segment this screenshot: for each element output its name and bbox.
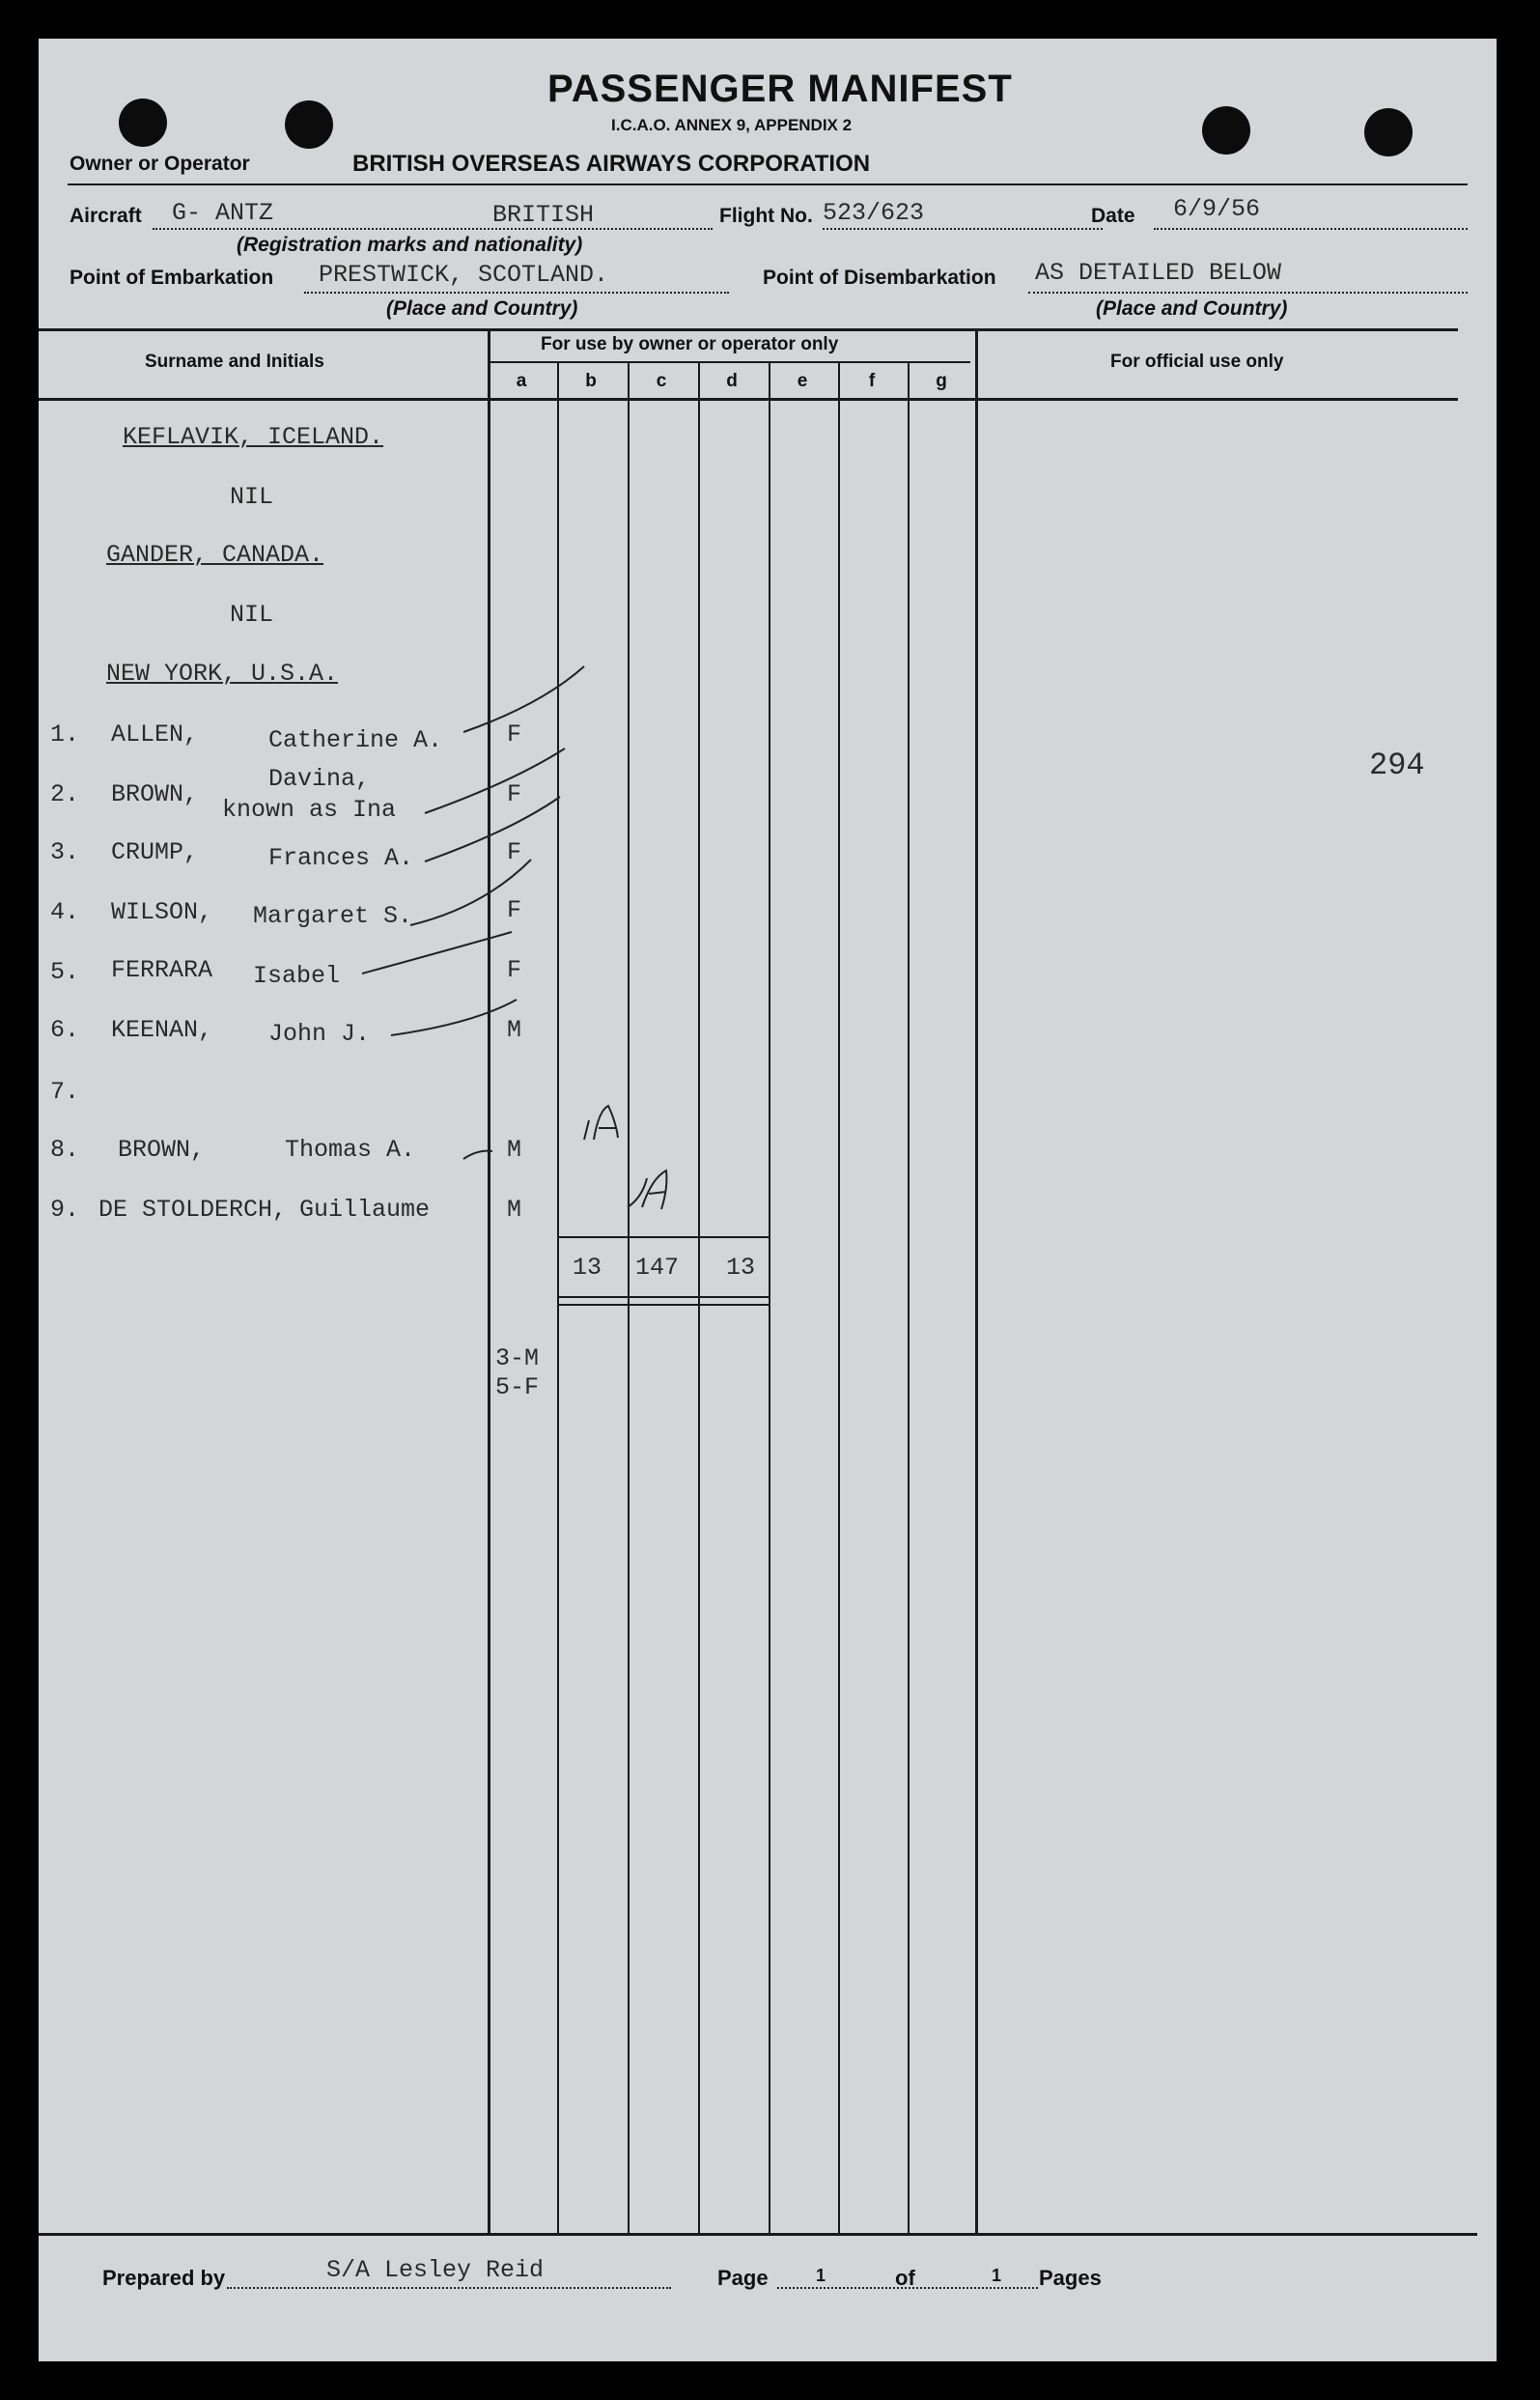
passenger-sex: M bbox=[507, 1136, 522, 1164]
summary-male: 3-M bbox=[495, 1344, 540, 1372]
passenger-sex: F bbox=[507, 720, 522, 748]
place-country-2: (Place and Country) bbox=[1096, 297, 1288, 320]
owner-label: Owner or Operator bbox=[70, 153, 250, 175]
passenger-number: 6. bbox=[50, 1016, 80, 1044]
of-label: of bbox=[895, 2266, 915, 2290]
passenger-given: Margaret S. bbox=[253, 902, 413, 930]
prepared-value: S/A Lesley Reid bbox=[326, 2256, 545, 2284]
dotted-rule bbox=[777, 2287, 1038, 2289]
pen-strokes bbox=[39, 39, 1497, 1391]
passenger-sex: M bbox=[507, 1196, 522, 1224]
passenger-number: 8. bbox=[50, 1136, 80, 1164]
embarkation-value: PRESTWICK, SCOTLAND. bbox=[319, 261, 609, 289]
aircraft-value: G- ANTZ bbox=[172, 199, 274, 227]
form-title: PASSENGER MANIFEST bbox=[547, 68, 1013, 110]
stop-place: KEFLAVIK, ICELAND. bbox=[123, 423, 384, 451]
passenger-given-2: known as Ina bbox=[222, 796, 397, 824]
total-d: 13 bbox=[726, 1254, 756, 1282]
flight-label: Flight No. bbox=[719, 205, 813, 227]
passenger-number: 2. bbox=[50, 780, 80, 808]
operator-header: For use by owner or operator only bbox=[541, 334, 839, 354]
passenger-surname: BROWN, bbox=[111, 780, 199, 808]
passenger-given: Guillaume bbox=[299, 1196, 431, 1224]
total-c: 147 bbox=[635, 1254, 680, 1282]
passenger-given: Frances A. bbox=[268, 844, 414, 872]
summary-female: 5-F bbox=[495, 1373, 540, 1401]
passenger-number: 7. bbox=[50, 1078, 80, 1106]
passenger-surname: FERRARA bbox=[111, 956, 213, 984]
page-value: 1 bbox=[816, 2266, 826, 2285]
passenger-sex: F bbox=[507, 838, 522, 866]
owner-value: BRITISH OVERSEAS AIRWAYS CORPORATION bbox=[352, 151, 871, 177]
column-header-e: e bbox=[797, 371, 808, 391]
registration-note: (Registration marks and nationality) bbox=[237, 234, 583, 256]
passenger-surname: KEENAN, bbox=[111, 1016, 213, 1044]
passenger-number: 5. bbox=[50, 958, 80, 986]
column-header-b: b bbox=[585, 371, 597, 391]
passenger-sex: M bbox=[507, 1016, 522, 1044]
passenger-surname: BROWN, bbox=[118, 1136, 206, 1164]
stop-place: NEW YORK, U.S.A. bbox=[106, 660, 339, 688]
nationality-value: BRITISH bbox=[492, 201, 595, 229]
date-value: 6/9/56 bbox=[1173, 195, 1261, 223]
passenger-surname: ALLEN, bbox=[111, 720, 199, 748]
manifest-page bbox=[39, 39, 1497, 2361]
passenger-given: Catherine A. bbox=[268, 726, 443, 754]
column-header-d: d bbox=[726, 371, 738, 391]
stop-place: GANDER, CANADA. bbox=[106, 541, 324, 569]
passenger-given: Isabel bbox=[253, 962, 341, 990]
column-header-a: a bbox=[516, 371, 527, 391]
passenger-sex: F bbox=[507, 780, 522, 808]
column-header-g: g bbox=[936, 371, 947, 391]
pages-label: Pages bbox=[1039, 2266, 1102, 2290]
official-note: 294 bbox=[1369, 748, 1425, 783]
dotted-rule bbox=[227, 2287, 671, 2289]
prepared-label: Prepared by bbox=[102, 2266, 226, 2290]
page-label: Page bbox=[717, 2266, 769, 2290]
rule bbox=[557, 1304, 770, 1306]
official-header: For official use only bbox=[1110, 352, 1284, 372]
rule bbox=[557, 1236, 770, 1238]
column-header-c: c bbox=[656, 371, 667, 391]
passenger-surname: DE STOLDERCH, bbox=[98, 1196, 288, 1224]
passenger-surname: CRUMP, bbox=[111, 838, 199, 866]
passenger-given: John J. bbox=[268, 1020, 371, 1048]
of-value: 1 bbox=[992, 2266, 1002, 2285]
rule bbox=[39, 2233, 1477, 2236]
surname-header: Surname and Initials bbox=[145, 352, 324, 372]
passenger-sex: F bbox=[507, 896, 522, 924]
passenger-number: 1. bbox=[50, 720, 80, 748]
form-subtitle: I.C.A.O. ANNEX 9, APPENDIX 2 bbox=[611, 116, 853, 134]
column-header-f: f bbox=[868, 371, 876, 391]
embarkation-label: Point of Embarkation bbox=[70, 267, 274, 289]
total-b: 13 bbox=[573, 1254, 602, 1282]
aircraft-label: Aircraft bbox=[70, 205, 142, 227]
passenger-number: 4. bbox=[50, 898, 80, 926]
passenger-surname: WILSON, bbox=[111, 898, 213, 926]
passenger-given: Davina, bbox=[268, 765, 371, 793]
flight-value: 523/623 bbox=[823, 199, 925, 227]
disembarkation-label: Point of Disembarkation bbox=[763, 267, 996, 289]
stop-note: NIL bbox=[230, 483, 274, 511]
passenger-number: 9. bbox=[50, 1196, 80, 1224]
rule bbox=[557, 1296, 770, 1298]
passenger-given: Thomas A. bbox=[285, 1136, 416, 1164]
stop-note: NIL bbox=[230, 601, 274, 629]
place-country-1: (Place and Country) bbox=[386, 297, 578, 320]
disembarkation-value: AS DETAILED BELOW bbox=[1035, 259, 1282, 287]
passenger-number: 3. bbox=[50, 838, 80, 866]
date-label: Date bbox=[1091, 205, 1135, 227]
passenger-sex: F bbox=[507, 956, 522, 984]
